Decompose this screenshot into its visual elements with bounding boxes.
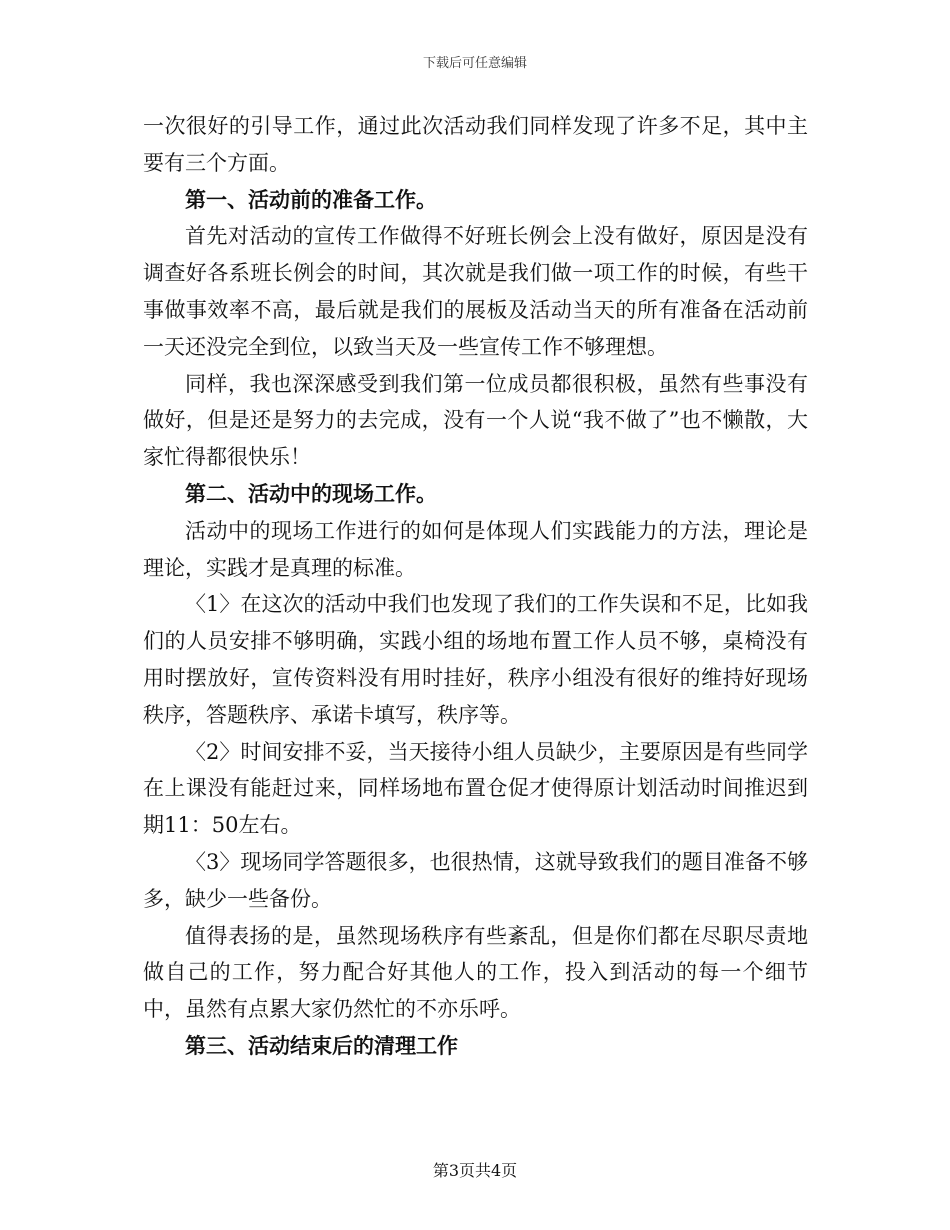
paragraph: 〈1〉在这次的活动中我们也发现了我们的工作失误和不足，比如我们的人员安排不够明确，实践小组的场地布置工作人员不够，桌椅没有用时摆放好，宣传资料没有用时挂好，秩序小组没有很好的维持好现场秩序，答题秩序、承诺卡填写，秩序等。 [143,592,808,727]
paragraph: 值得表扬的是，虽然现场秩序有些紊乱，但是你们都在尽职尽责地做自己的工作，努力配合好其他人的工作，投入到活动的每一个细节中，虽然有点累大家仍然忙的不亦乐呼。 [143,923,808,1022]
paragraph: 〈2〉时间安排不妥，当天接待小组人员缺少，主要原因是有些同学在上课没有能赶过来，同样场地布置仓促才使得原计划活动时间推迟到期11：50左右。 [143,739,808,838]
page-header: 下载后可任意编辑 [422,56,527,71]
page-footer: 第3页共4页 [432,1161,518,1180]
paragraph: 活动中的现场工作进行的如何是体现人们实践能力的方法，理论是理论，实践才是真理的标准。 [143,518,808,580]
section-heading: 第三、活动结束后的清理工作 [185,1032,458,1058]
section-heading: 第一、活动前的准备工作。 [185,186,437,212]
paragraph: 首先对活动的宣传工作做得不好班长例会上没有做好，原因是没有调查好各系班长例会的时间，其次就是我们做一项工作的时候，有些干事做事效率不高，最后就是我们的展板及活动当天的所有准备在活动前一天还没完全到位，以致当天及一些宣传工作不够理想。 [143,224,808,359]
paragraph: 同样，我也深深感受到我们第一位成员都很积极，虽然有些事没有做好，但是还是努力的去完成，没有一个人说“我不做了”也不懒散，大家忙得都很快乐！ [143,371,808,470]
paragraph: 一次很好的引导工作，通过此次活动我们同样发现了许多不足，其中主要有三个方面。 [143,114,808,175]
document-body [143,108,808,1065]
section-heading: 第二、活动中的现场工作。 [185,480,437,506]
paragraph: 〈3〉现场同学答题很多，也很热情，这就导致我们的题目准备不够多，缺少一些备份。 [143,849,808,911]
